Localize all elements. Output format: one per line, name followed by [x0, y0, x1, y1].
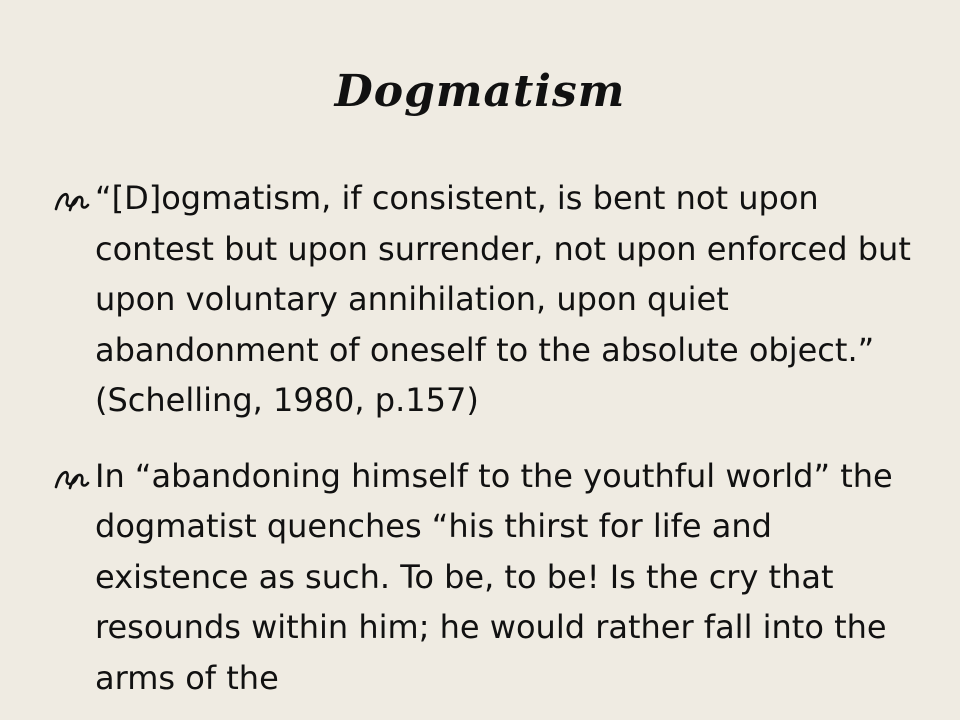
bullet-list	[52, 173, 912, 720]
bullet-item	[52, 451, 912, 704]
bullet-text: “[D]ogmatism, if consistent, is bent not upon contest but upon surrender, not upon enforced but upon voluntary annihilation, upon quiet abandonment of oneself to the absolute object.” (Schelling, 1980, p.157)	[95, 179, 911, 419]
bullet-text: In “abandoning himself to the youthful world” the dogmatist quenches “his thirst for life and existence as such. To be, to be! Is the cry that resounds within him; he would rather fall into the arms of the	[95, 456, 893, 697]
bullet-item	[52, 173, 912, 426]
curl-bullet-icon	[52, 467, 90, 493]
curl-bullet-icon	[52, 189, 90, 215]
slide-title: Dogmatism	[334, 66, 626, 117]
